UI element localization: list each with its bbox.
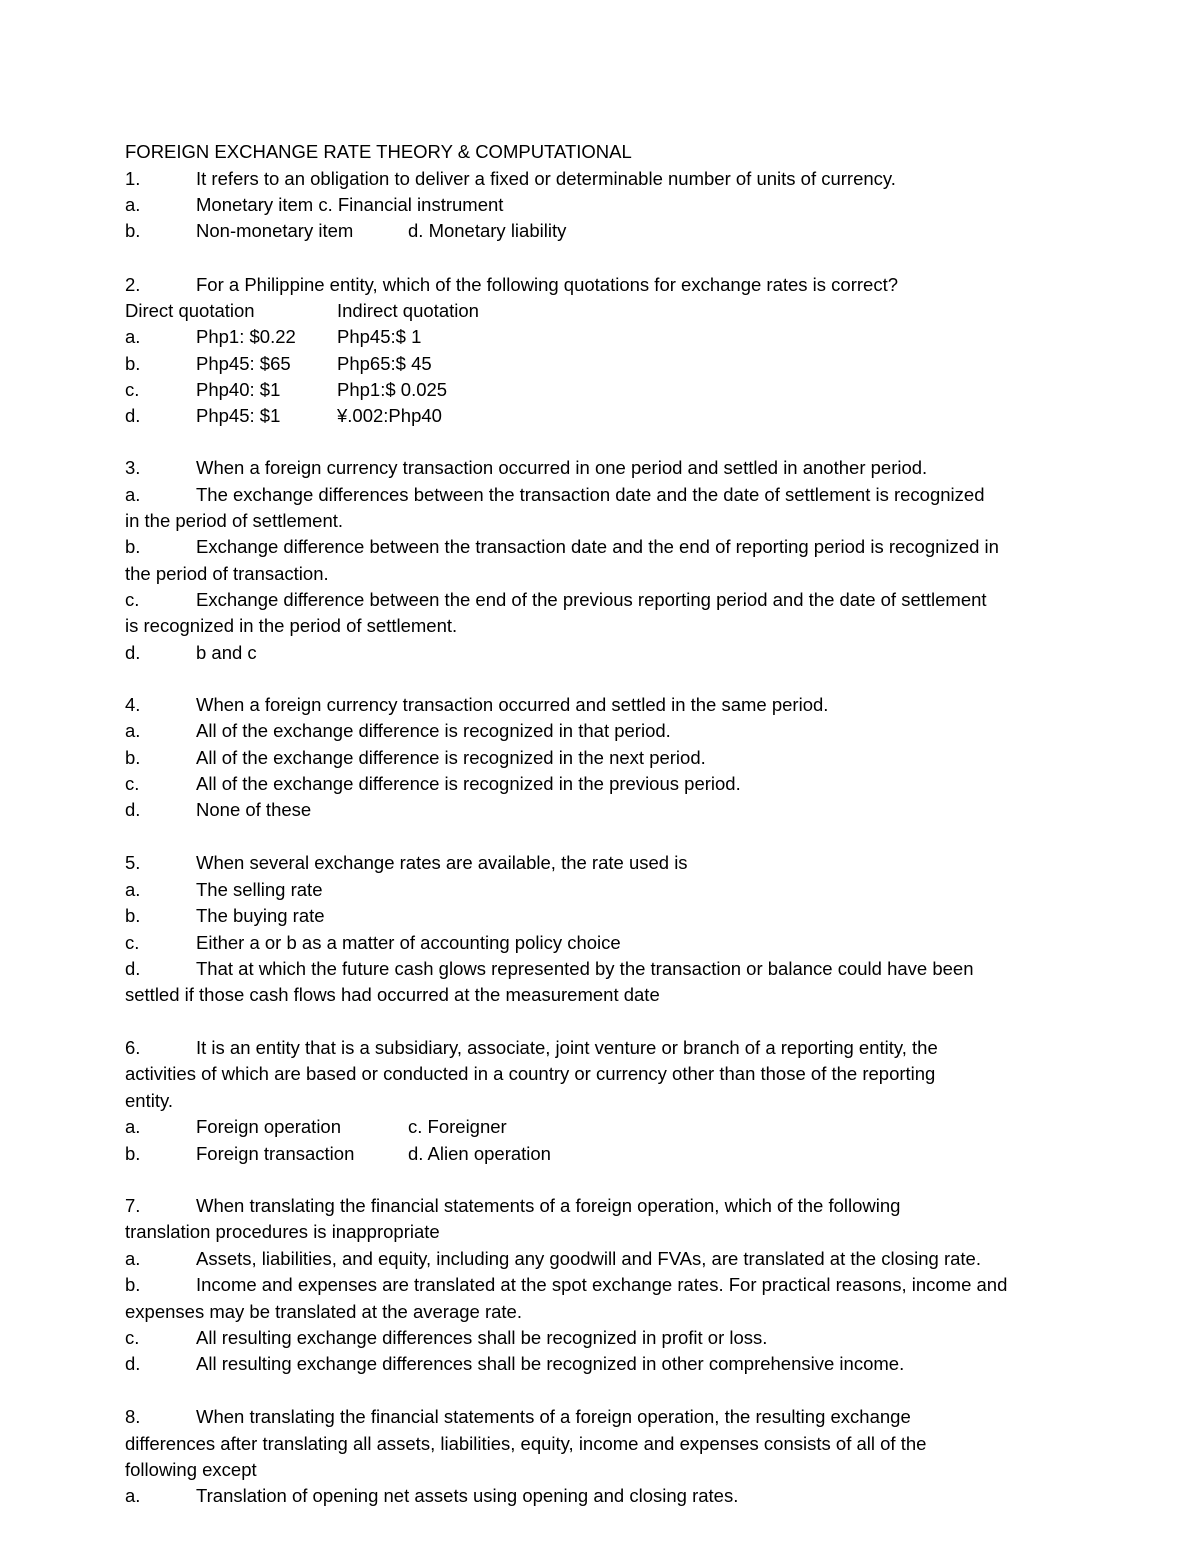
choice-marker: b. [125,220,141,241]
question-text: differences after translating all assets, liabilities, equity, income and expenses consists of all of the [125,1433,927,1454]
choice-text: All of the exchange difference is recognized in the next period. [196,747,706,768]
choice-text: Income and expenses are translated at the spot exchange rates. For practical reasons, income and [196,1274,1008,1295]
question-number: 2. [125,274,141,295]
choice-marker: c. [125,932,140,953]
choice-text: in the period of settlement. [125,510,344,531]
indirect-quotation: Php1:$ 0.025 [337,379,448,400]
choice-text: That at which the future cash glows represented by the transaction or balance could have been [196,958,974,979]
question-text: When several exchange rates are available, the rate used is [196,852,688,873]
question-number: 4. [125,694,141,715]
choice-text: All resulting exchange differences shall be recognized in profit or loss. [196,1327,768,1348]
question-text: entity. [125,1090,173,1111]
choice-marker: a. [125,1116,141,1137]
choice-marker: a. [125,1485,141,1506]
question-text: When a foreign currency transaction occurred in one period and settled in another period. [196,457,928,478]
choice-text: is recognized in the period of settlement. [125,615,458,636]
choice-marker: a. [125,326,141,347]
choice-marker: d. [125,1353,141,1374]
direct-quotation: Php45: $65 [196,353,291,374]
choice-marker: d. [125,799,141,820]
choice-text: Non-monetary item [196,220,354,241]
choice-text: All of the exchange difference is recognized in that period. [196,720,671,741]
choice-text: expenses may be translated at the average rate. [125,1301,522,1322]
question-number: 3. [125,457,141,478]
choice-marker: a. [125,720,141,741]
choice-marker: a. [125,484,141,505]
question-text: activities of which are based or conducted in a country or currency other than those of the reporting [125,1063,936,1084]
question-text: When translating the financial statements of a foreign operation, which of the following [196,1195,901,1216]
choice-text: All of the exchange difference is recognized in the previous period. [196,773,741,794]
choice-text: Assets, liabilities, and equity, including any goodwill and FVAs, are translated at the closing rate. [196,1248,981,1269]
question-text: It refers to an obligation to deliver a fixed or determinable number of units of currency. [196,168,896,189]
question-number: 5. [125,852,141,873]
choice-marker: d. [125,642,141,663]
choice-text: Exchange difference between the end of the previous reporting period and the date of settlement [196,589,987,610]
choice-marker: c. [125,589,140,610]
choice-text: b and c [196,642,257,663]
indirect-quotation: ¥.002:Php40 [337,405,442,426]
direct-quotation: Php45: $1 [196,405,281,426]
choice-marker: a. [125,1248,141,1269]
question-text: When translating the financial statements of a foreign operation, the resulting exchange [196,1406,911,1427]
question-text: following except [125,1459,257,1480]
choice-marker: b. [125,1143,141,1164]
indirect-quotation: Php45:$ 1 [337,326,422,347]
choice-marker: c. [125,379,140,400]
choice-text: None of these [196,799,312,820]
choice-marker: c. [125,1327,140,1348]
choice-marker: d. [125,405,141,426]
choice-text: The selling rate [196,879,323,900]
choice-marker: b. [125,536,141,557]
choice-text: Exchange difference between the transaction date and the end of reporting period is recognized in [196,536,999,557]
choice-text: the period of transaction. [125,563,329,584]
choice-marker: b. [125,1274,141,1295]
direct-quotation: Php1: $0.22 [196,326,296,347]
question-number: 6. [125,1037,141,1058]
choice-text: Translation of opening net assets using opening and closing rates. [196,1485,739,1506]
direct-quotation: Php40: $1 [196,379,281,400]
choice-text: Foreign operation [196,1116,342,1137]
choice-text: Foreign transaction [196,1143,355,1164]
question-number: 1. [125,168,141,189]
choice-marker: a. [125,879,141,900]
choice-text: All resulting exchange differences shall be recognized in other comprehensive income. [196,1353,905,1374]
choice-text: d. Monetary liability [408,220,567,241]
choice-text: The buying rate [196,905,325,926]
column-header: Direct quotation [125,300,255,321]
question-number: 7. [125,1195,141,1216]
question-text: For a Philippine entity, which of the following quotations for exchange rates is correct? [196,274,899,295]
choice-marker: a. [125,194,141,215]
choice-text: The exchange differences between the transaction date and the date of settlement is recognized [196,484,985,505]
document-page: FOREIGN EXCHANGE RATE THEORY & COMPUTATIONAL 1. It refers to an obligation to deliver a fixed or determinable number of units of currency. a. Monetary item c. Financial instrument b. Non-monetary item d. Monetary liability 2. For a Philippine entity, which of the following quotations for exchange rates is correct? Direct quotation Indirect quotation a. Php1: $0.22 Php45:$ 1 b. Php45: $65 Php65:$ 45 c. Php40: $1 Php1:$ 0.025 d. Php45: $1 ¥.002:Php40 3. When a foreign currency transaction occurred in one period and settled in another period. a. The exchange differences between the transaction date and the date of settlement is recognized in the period of settlement. b. Exchange difference between the transaction date and the end of reporting period is recognized in the period of transaction. c. Exchange difference between the end of the previous reporting period and the date of settlement is recognized in the period of settlement. d. b and c 4. When a foreign currency transaction occurred and settled in the same period. a. All of the exchange difference is recognized in that period. b. All of the exchange difference is recognized in the next period. c. All of the exchange difference is recognized in the previous period. d. None of these 5. When several exchange rates are available, the rate used is a. The selling rate b. The buying rate c. Either a or b as a matter of accounting policy choice d. That at which the future cash glows represented by the transaction or balance could have been settled if those cash flows had occurred at the measurement date 6. It is an entity that is a subsidiary, associate, joint venture or branch of a reporting entity, the activities of which are based or conducted in a country or currency other than those of the reporting entity. a. Foreign operation c. Foreigner b. Foreign transaction d. Alien operation 7. When translating the financial statements of a foreign operation, which of the following translation procedures is inappropriate a. Assets, liabilities, and equity, including any goodwill and FVAs, are translated at the closing rate. b. Income and expenses are translated at the spot exchange rates. For practical reasons, income and expenses may be translated at the average rate. c. All resulting exchange differences shall be recognized in profit or loss. d. All resulting exchange differences shall be recognized in other comprehensive income. 8. When translating the financial statements of a foreign operation, the resulting exchange differences after translating all assets, liabilities, equity, income and expenses consists of all of the following except a. Translation of opening net assets using opening and closing rates. [0,0,1200,1553]
choice-text: Either a or b as a matter of accounting policy choice [196,932,621,953]
choice-marker: d. [125,958,141,979]
choice-text: settled if those cash flows had occurred at the measurement date [125,984,660,1005]
choice-text: c. Foreigner [408,1116,507,1137]
choice-text: Monetary item c. Financial instrument [196,194,504,215]
column-header: Indirect quotation [337,300,479,321]
choice-marker: b. [125,747,141,768]
choice-marker: b. [125,353,141,374]
choice-marker: b. [125,905,141,926]
indirect-quotation: Php65:$ 45 [337,353,432,374]
choice-text: d. Alien operation [408,1143,551,1164]
choice-marker: c. [125,773,140,794]
question-text: translation procedures is inappropriate [125,1221,440,1242]
question-text: It is an entity that is a subsidiary, associate, joint venture or branch of a reporting entity, the [196,1037,938,1058]
question-number: 8. [125,1406,141,1427]
question-text: When a foreign currency transaction occurred and settled in the same period. [196,694,829,715]
